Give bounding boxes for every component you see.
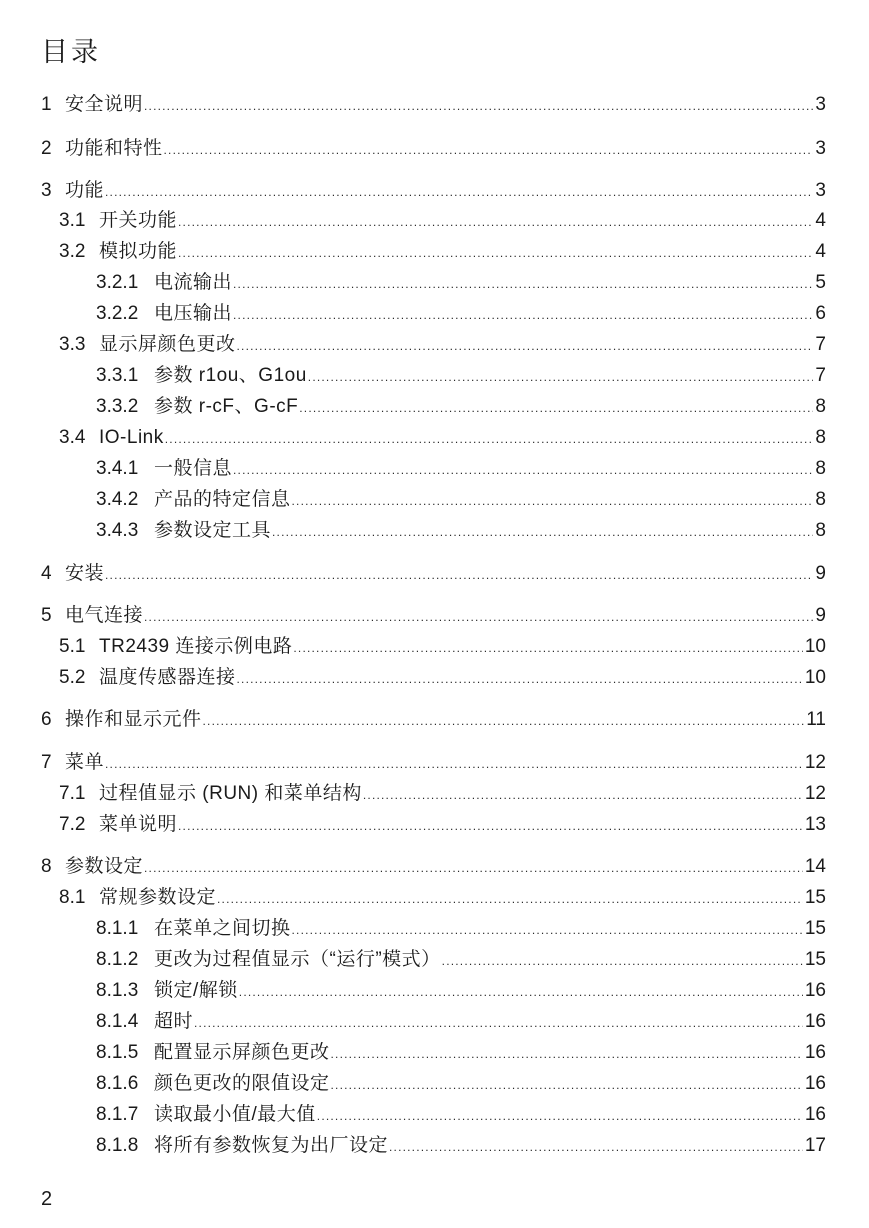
toc-entry-page: 15 [804, 918, 826, 939]
toc-entry[interactable] [96, 269, 826, 297]
toc-entry[interactable] [96, 915, 826, 943]
toc-entry-number: 3.2 [59, 241, 86, 262]
toc-leader-dots [233, 270, 813, 298]
toc-entry[interactable] [41, 135, 826, 163]
toc-entry-number: 2 [41, 138, 52, 159]
toc-entry[interactable] [59, 633, 826, 661]
toc-entry-page: 7 [815, 365, 826, 386]
toc-entry-label: 温度传感器连接 [99, 667, 236, 688]
toc-entry-page: 16 [804, 1073, 826, 1094]
toc-entry[interactable] [96, 1039, 826, 1067]
toc-entry-number: 5 [41, 605, 52, 626]
toc-leader-dots [389, 1133, 803, 1161]
toc-entry-label: 参数设定工具 [154, 520, 272, 541]
toc-entry-number: 8.1.7 [96, 1104, 139, 1125]
toc-entry-label: 参数设定 [65, 856, 144, 877]
toc-leader-dots [331, 1040, 803, 1068]
toc-entry[interactable] [59, 207, 826, 235]
toc-leader-dots [178, 812, 803, 840]
toc-leader-dots [233, 301, 813, 329]
toc-leader-dots [272, 518, 813, 546]
toc-entry-label: TR2439 连接示例电路 [99, 636, 293, 657]
toc-entry-number: 1 [41, 94, 52, 115]
toc-entry[interactable] [41, 853, 826, 881]
toc-entry[interactable] [59, 884, 826, 912]
toc-leader-dots [331, 1071, 803, 1099]
toc-entry[interactable] [96, 1132, 826, 1160]
toc-entry-label: 一般信息 [154, 458, 233, 479]
toc-entry[interactable] [96, 977, 826, 1005]
toc-entry-label: 参数 r1ou、G1ou [154, 365, 307, 386]
toc-entry-label: 显示屏颜色更改 [99, 334, 236, 355]
toc-entry-label: 颜色更改的限值设定 [154, 1073, 330, 1094]
toc-entry[interactable] [41, 706, 826, 734]
toc-entry-label: IO-Link [99, 427, 164, 448]
toc-leader-dots [165, 425, 814, 453]
toc-entry[interactable] [41, 91, 826, 119]
toc-entry-page: 16 [804, 1011, 826, 1032]
toc-entry-page: 8 [815, 520, 826, 541]
toc-entry-label: 参数 r-cF、G-cF [154, 396, 299, 417]
toc-entry-label: 安全说明 [65, 94, 144, 115]
toc-entry-number: 3.3.1 [96, 365, 139, 386]
toc-entry[interactable] [96, 486, 826, 514]
toc-leader-dots [105, 750, 803, 778]
toc-entry-page: 7 [815, 334, 826, 355]
toc-entry-label: 安装 [65, 563, 105, 584]
toc-entry-page: 16 [804, 980, 826, 1001]
toc-entry[interactable] [41, 749, 826, 777]
toc-entry[interactable] [41, 560, 826, 588]
toc-entry[interactable] [96, 1101, 826, 1129]
toc-leader-dots [144, 854, 803, 882]
toc-entry-number: 7.2 [59, 814, 86, 835]
toc-entry-number: 8.1 [59, 887, 86, 908]
toc-entry[interactable] [96, 300, 826, 328]
toc-entry-page: 3 [815, 180, 826, 201]
toc-entry-label: 电压输出 [154, 303, 233, 324]
toc-leader-dots [237, 665, 803, 693]
toc-entry[interactable] [96, 1008, 826, 1036]
toc-entry[interactable] [59, 811, 826, 839]
toc-entry-page: 16 [804, 1042, 826, 1063]
toc-leader-dots [363, 781, 803, 809]
toc-entry-page: 15 [804, 949, 826, 970]
toc-leader-dots [299, 394, 813, 422]
toc-entry-number: 3.3 [59, 334, 86, 355]
toc-entry-page: 8 [815, 458, 826, 479]
toc-entry-number: 8.1.8 [96, 1135, 139, 1156]
toc-entry[interactable] [96, 517, 826, 545]
toc-leader-dots [292, 487, 814, 515]
toc-entry[interactable] [96, 946, 826, 974]
toc-leader-dots [178, 208, 813, 236]
toc-entry-page: 8 [815, 489, 826, 510]
toc-entry-number: 3.1 [59, 210, 86, 231]
toc-leader-dots [164, 136, 814, 164]
toc-entry-page: 4 [815, 241, 826, 262]
toc-entry[interactable] [96, 393, 826, 421]
toc-leader-dots [317, 1102, 803, 1130]
toc-leader-dots [233, 456, 813, 484]
toc-entry-label: 更改为过程值显示（“运行”模式） [154, 949, 441, 970]
toc-entry-number: 8.1.6 [96, 1073, 139, 1094]
toc-entry-label: 产品的特定信息 [154, 489, 291, 510]
toc-entry-label: 在菜单之间切换 [154, 918, 291, 939]
toc-entry-page: 16 [804, 1104, 826, 1125]
toc-leader-dots [239, 978, 803, 1006]
toc-entry-label: 常规参数设定 [99, 887, 217, 908]
toc-entry-page: 14 [804, 856, 826, 877]
toc-entry-page: 12 [804, 783, 826, 804]
toc-entry-label: 菜单说明 [99, 814, 178, 835]
toc-leader-dots [292, 916, 803, 944]
toc-entry-page: 10 [804, 636, 826, 657]
toc-entry-number: 3.4.1 [96, 458, 139, 479]
toc-entry-number: 3.2.1 [96, 272, 139, 293]
toc-entry-page: 17 [804, 1135, 826, 1156]
toc-leader-dots [105, 561, 813, 589]
toc-entry-number: 8.1.2 [96, 949, 139, 970]
toc-entry-number: 3.3.2 [96, 396, 139, 417]
toc-entry-page: 5 [815, 272, 826, 293]
toc-entry-number: 8.1.3 [96, 980, 139, 1001]
toc-entry-number: 8.1.4 [96, 1011, 139, 1032]
toc-entry-number: 7 [41, 752, 52, 773]
toc-entry-page: 4 [815, 210, 826, 231]
toc-leader-dots [293, 634, 802, 662]
toc-entry-label: 电气连接 [65, 605, 144, 626]
toc-entry-page: 10 [804, 667, 826, 688]
toc-leader-dots [178, 239, 813, 267]
toc-leader-dots [144, 603, 813, 631]
toc-entry-number: 3.4.3 [96, 520, 139, 541]
toc-entry[interactable] [41, 602, 826, 630]
toc-leader-dots [217, 885, 803, 913]
toc-leader-dots [194, 1009, 803, 1037]
toc-entry-number: 6 [41, 709, 52, 730]
toc-entry-number: 4 [41, 563, 52, 584]
toc-entry-number: 7.1 [59, 783, 86, 804]
toc-leader-dots [308, 363, 814, 391]
toc-entry-number: 3 [41, 180, 52, 201]
toc-entry-label: 操作和显示元件 [65, 709, 202, 730]
toc-entry-label: 过程值显示 (RUN) 和菜单结构 [99, 783, 362, 804]
toc-entry[interactable] [96, 362, 826, 390]
toc-entry-label: 电流输出 [154, 272, 233, 293]
toc-title: 目录 [41, 37, 101, 67]
toc-entry-number: 8.1.5 [96, 1042, 139, 1063]
toc-entry-label: 菜单 [65, 752, 105, 773]
toc-entry-label: 配置显示屏颜色更改 [154, 1042, 330, 1063]
toc-entry[interactable] [96, 1070, 826, 1098]
toc-entry-page: 15 [804, 887, 826, 908]
toc-entry-number: 8 [41, 856, 52, 877]
toc-entry-page: 8 [815, 396, 826, 417]
toc-entry-number: 3.2.2 [96, 303, 139, 324]
toc-entry-page: 8 [815, 427, 826, 448]
toc-entry[interactable] [59, 331, 826, 359]
toc-entry-number: 5.1 [59, 636, 86, 657]
toc-leader-dots [203, 707, 805, 735]
page-number: 2 [41, 1188, 53, 1210]
toc-entry-page: 9 [815, 605, 826, 626]
toc-leader-dots [105, 178, 813, 206]
toc-entry-label: 读取最小值/最大值 [154, 1104, 316, 1125]
toc-entry[interactable] [59, 664, 826, 692]
toc-leader-dots [237, 332, 814, 360]
toc-entry-label: 开关功能 [99, 210, 178, 231]
toc-entry-label: 锁定/解锁 [154, 980, 238, 1001]
toc-entry-number: 3.4 [59, 427, 86, 448]
toc-entry-number: 3.4.2 [96, 489, 139, 510]
toc-entry-page: 11 [806, 709, 826, 730]
toc-entry-label: 功能和特性 [65, 138, 163, 159]
toc-entry-page: 12 [804, 752, 826, 773]
toc-entry-page: 3 [815, 138, 826, 159]
toc-leader-dots [144, 92, 813, 120]
toc-leader-dots [442, 947, 803, 975]
toc-entry-label: 功能 [65, 180, 105, 201]
toc-entry[interactable] [59, 780, 826, 808]
toc-entry-label: 超时 [154, 1011, 194, 1032]
toc-entry-number: 8.1.1 [96, 918, 139, 939]
toc-entry[interactable] [41, 177, 826, 205]
toc-entry-page: 3 [815, 94, 826, 115]
toc-entry-page: 6 [815, 303, 826, 324]
toc-entry-label: 将所有参数恢复为出厂设定 [154, 1135, 389, 1156]
toc-entry[interactable] [59, 424, 826, 452]
toc-entry-number: 5.2 [59, 667, 86, 688]
toc-entry-page: 13 [804, 814, 826, 835]
toc-entry[interactable] [59, 238, 826, 266]
toc-entry-label: 模拟功能 [99, 241, 178, 262]
toc-entry-page: 9 [815, 563, 826, 584]
toc-entry[interactable] [96, 455, 826, 483]
